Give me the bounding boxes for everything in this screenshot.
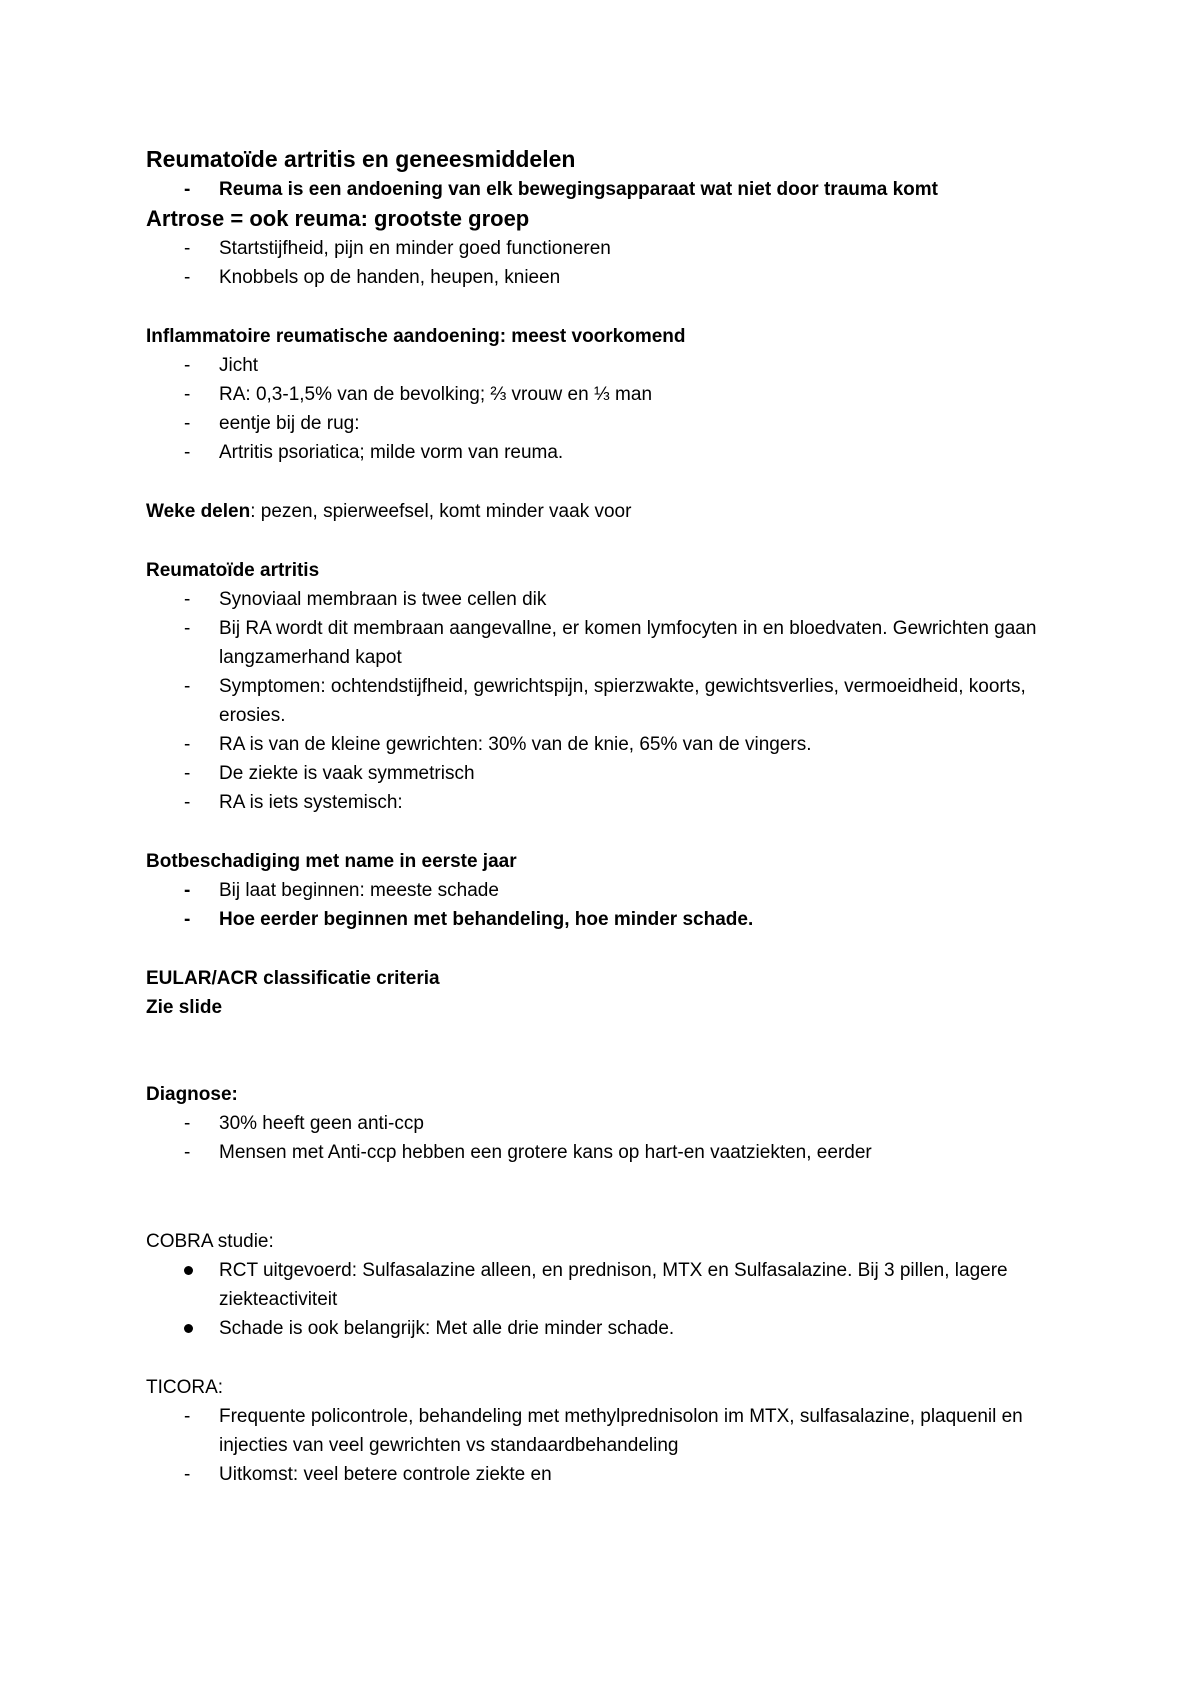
list-item: - Symptomen: ochtendstijfheid, gewrichtspijn, spierzwakte, gewichtsverlies, vermoeidheid, koorts, erosies. xyxy=(146,672,1086,730)
cobra-heading: COBRA studie: xyxy=(146,1231,274,1252)
list-item: - Bij RA wordt dit membraan aangevallne, er komen lymfocyten in en bloedvaten. Gewrichten gaan langzamerhand kapot xyxy=(146,614,1086,672)
list-item: - 30% heeft geen anti-ccp xyxy=(146,1109,1086,1138)
list-item: - Hoe eerder beginnen met behandeling, hoe minder schade. xyxy=(146,905,1086,934)
bullet-dot-icon xyxy=(184,1324,193,1333)
dash-bullet: - xyxy=(184,179,191,200)
list-item: - Mensen met Anti-ccp hebben een grotere kans op hart-en vaatziekten, eerder xyxy=(146,1138,1086,1167)
dash-bullet: - xyxy=(184,676,191,697)
ticora-heading: TICORA: xyxy=(146,1377,224,1398)
bullet-dot-icon xyxy=(184,1266,193,1275)
dash-bullet: - xyxy=(184,618,191,639)
dash-bullet: - xyxy=(184,1113,191,1134)
dash-bullet: - xyxy=(184,909,191,930)
list-item: RCT uitgevoerd: Sulfasalazine alleen, en prednison, MTX en Sulfasalazine. Bij 3 pillen, lagere ziekteactiviteit xyxy=(146,1256,1086,1314)
dash-bullet: - xyxy=(184,413,191,434)
diagnose-heading: Diagnose: xyxy=(146,1084,238,1105)
dash-bullet: - xyxy=(184,763,191,784)
inflammatoir-list xyxy=(146,351,1086,467)
weke-delen-text: : pezen, spierweefsel, komt minder vaak voor xyxy=(250,501,632,522)
artrose-heading: Artrose = ook reuma: grootste groep xyxy=(146,206,530,231)
artrose-list xyxy=(146,234,1086,292)
list-item: - Reuma is een andoening van elk bewegingsapparaat wat niet door trauma komt xyxy=(146,175,1086,204)
cobra-list xyxy=(146,1256,1086,1343)
dash-bullet: - xyxy=(184,267,191,288)
dash-bullet: - xyxy=(184,355,191,376)
ticora-list xyxy=(146,1402,1086,1489)
dash-bullet: - xyxy=(184,792,191,813)
dash-bullet: - xyxy=(184,238,191,259)
list-item: - Bij laat beginnen: meeste schade xyxy=(146,876,1086,905)
list-item: - RA is iets systemisch: xyxy=(146,788,1086,817)
list-item: - Knobbels op de handen, heupen, knieen xyxy=(146,263,1086,292)
dash-bullet: - xyxy=(184,880,191,901)
list-item: Schade is ook belangrijk: Met alle drie minder schade. xyxy=(146,1314,1086,1343)
list-item: - Uitkomst: veel betere controle ziekte en xyxy=(146,1460,1086,1489)
dash-bullet: - xyxy=(184,734,191,755)
weke-delen-paragraph xyxy=(146,497,1086,526)
ra-heading: Reumatoïde artritis xyxy=(146,560,320,581)
dash-bullet: - xyxy=(184,1464,191,1485)
eular-heading: EULAR/ACR classificatie criteria xyxy=(146,968,440,989)
inflammatoir-heading: Inflammatoire reumatische aandoening: meest voorkomend xyxy=(146,326,686,347)
list-item: - Jicht xyxy=(146,351,1086,380)
list-item: - Startstijfheid, pijn en minder goed functioneren xyxy=(146,234,1086,263)
list-item: - RA is van de kleine gewrichten: 30% van de knie, 65% van de vingers. xyxy=(146,730,1086,759)
bot-heading: Botbeschadiging met name in eerste jaar xyxy=(146,851,517,872)
bot-list xyxy=(146,876,1086,934)
dash-bullet: - xyxy=(184,442,191,463)
list-item: - Artritis psoriatica; milde vorm van reuma. xyxy=(146,438,1086,467)
document-page xyxy=(146,143,1086,1489)
dash-bullet: - xyxy=(184,1142,191,1163)
diagnose-list xyxy=(146,1109,1086,1167)
list-item: - De ziekte is vaak symmetrisch xyxy=(146,759,1086,788)
list-item: - eentje bij de rug: xyxy=(146,409,1086,438)
eular-subheading: Zie slide xyxy=(146,997,223,1018)
intro-list xyxy=(146,175,1086,204)
dash-bullet: - xyxy=(184,589,191,610)
document-title: Reumatoïde artritis en geneesmiddelen xyxy=(146,146,576,172)
dash-bullet: - xyxy=(184,384,191,405)
ra-list xyxy=(146,585,1086,817)
dash-bullet: - xyxy=(184,1406,191,1427)
list-item: - Frequente policontrole, behandeling met methylprednisolon im MTX, sulfasalazine, plaquenil en injecties van veel gewrichten vs standaardbehandeling xyxy=(146,1402,1086,1460)
list-item: - Synoviaal membraan is twee cellen dik xyxy=(146,585,1086,614)
weke-delen-lead: Weke delen xyxy=(146,501,251,522)
list-item: - RA: 0,3-1,5% van de bevolking; ⅔ vrouw en ⅓ man xyxy=(146,380,1086,409)
